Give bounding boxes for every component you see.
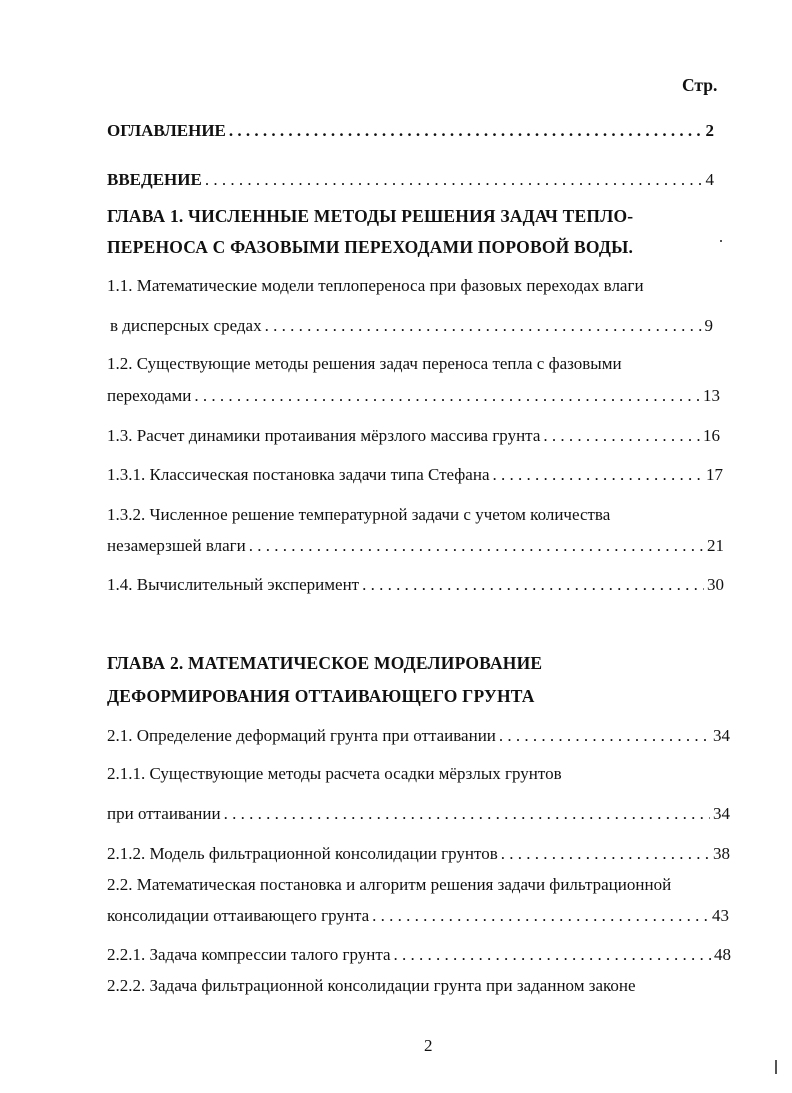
leader-dots bbox=[194, 385, 700, 407]
toc-entry-page: 4 bbox=[705, 170, 714, 189]
toc-entry-1-3-1[interactable] bbox=[107, 464, 723, 486]
toc-entry-title: ВВЕДЕНИЕ bbox=[107, 170, 202, 189]
toc-entry-page: 9 bbox=[704, 316, 713, 335]
chapter-2-heading-line-2: ДЕФОРМИРОВАНИЯ ОТТАИВАЮЩЕГО ГРУНТА bbox=[107, 686, 535, 706]
toc-entry-1-4[interactable] bbox=[107, 574, 724, 596]
toc-entry-1-1-line-1: 1.1. Математические модели теплопереноса при фазовых переходах влаги bbox=[107, 276, 644, 295]
toc-entry-title: 1.4. Вычислительный эксперимент bbox=[107, 575, 360, 594]
toc-entry-title: при оттаивании bbox=[107, 804, 221, 823]
toc-entry-title: 2.1. Определение деформаций грунта при оттаивании bbox=[107, 726, 496, 745]
toc-entry-2-1[interactable] bbox=[107, 725, 730, 747]
toc-entry-1-1[interactable] bbox=[110, 315, 713, 337]
leader-dots bbox=[205, 169, 703, 191]
toc-entry-page: 2 bbox=[705, 121, 714, 140]
toc-entry-page: 13 bbox=[703, 386, 720, 405]
chapter-1-heading-line-2: ПЕРЕНОСА С ФАЗОВЫМИ ПЕРЕХОДАМИ ПОРОВОЙ ВОДЫ. bbox=[107, 237, 634, 257]
toc-entry-1-2[interactable] bbox=[107, 385, 720, 407]
pages-column-label: Стр. bbox=[682, 75, 718, 95]
leader-dots bbox=[501, 843, 710, 865]
toc-entry-1-3-2-line-1: 1.3.2. Численное решение температурной задачи с учетом количества bbox=[107, 505, 611, 524]
toc-entry-2-2-line-1: 2.2. Математическая постановка и алгоритм решения задачи фильтрационной bbox=[107, 875, 672, 894]
toc-entry-title: переходами bbox=[107, 386, 192, 405]
leader-dots bbox=[224, 803, 710, 825]
toc-entry-2-1-1-line-1: 2.1.1. Существующие методы расчета осадки мёрзлых грунтов bbox=[107, 764, 562, 783]
toc-entry-title: 1.3.1. Классическая постановка задачи типа Стефана bbox=[107, 465, 490, 484]
toc-entry-title: консолидации оттаивающего грунта bbox=[107, 906, 370, 925]
toc-entry-page: 34 bbox=[713, 804, 730, 823]
leader-dots bbox=[499, 725, 710, 747]
toc-entry-page: 38 bbox=[713, 844, 730, 863]
toc-entry-2-2[interactable] bbox=[107, 905, 729, 927]
leader-dots bbox=[249, 535, 704, 557]
toc-entry-2-1-2[interactable] bbox=[107, 843, 730, 865]
toc-entry-page: 17 bbox=[706, 465, 723, 484]
leader-dots bbox=[493, 464, 704, 486]
toc-entry-page: 43 bbox=[712, 906, 729, 925]
toc-entry-contents[interactable] bbox=[107, 120, 714, 142]
toc-entry-1-3[interactable] bbox=[107, 425, 720, 447]
toc-entry-page: 30 bbox=[707, 575, 724, 594]
toc-entry-title: 2.1.2. Модель фильтрационной консолидации грунтов bbox=[107, 844, 498, 863]
toc-entry-page: 21 bbox=[707, 536, 724, 555]
scan-speck bbox=[775, 1060, 777, 1074]
toc-entry-1-3-2[interactable] bbox=[107, 535, 724, 557]
scan-speck bbox=[720, 240, 722, 242]
leader-dots bbox=[394, 944, 712, 966]
toc-entry-2-1-1[interactable] bbox=[107, 803, 730, 825]
page-number: 2 bbox=[424, 1036, 433, 1055]
leader-dots bbox=[372, 905, 709, 927]
toc-entry-page: 48 bbox=[714, 945, 731, 964]
toc-entry-2-2-1[interactable] bbox=[107, 944, 731, 966]
toc-entry-title: ОГЛАВЛЕНИЕ bbox=[107, 121, 226, 140]
toc-entry-page: 34 bbox=[713, 726, 730, 745]
toc-entry-title: 1.3. Расчет динамики протаивания мёрзлого массива грунта bbox=[107, 426, 541, 445]
toc-entry-page: 16 bbox=[703, 426, 720, 445]
toc-entry-title: 2.2.1. Задача компрессии талого грунта bbox=[107, 945, 391, 964]
chapter-1-heading-line-1: ГЛАВА 1. ЧИСЛЕННЫЕ МЕТОДЫ РЕШЕНИЯ ЗАДАЧ ТЕПЛО- bbox=[107, 206, 634, 226]
toc-entry-2-2-2-line-1: 2.2.2. Задача фильтрационной консолидации грунта при заданном законе bbox=[107, 976, 636, 995]
leader-dots bbox=[362, 574, 704, 596]
leader-dots bbox=[543, 425, 700, 447]
toc-entry-1-2-line-1: 1.2. Существующие методы решения задач переноса тепла с фазовыми bbox=[107, 354, 622, 373]
chapter-2-heading-line-1: ГЛАВА 2. МАТЕМАТИЧЕСКОЕ МОДЕЛИРОВАНИЕ bbox=[107, 653, 543, 673]
toc-entry-intro[interactable] bbox=[107, 169, 714, 191]
toc-entry-title: незамерзшей влаги bbox=[107, 536, 246, 555]
leader-dots bbox=[265, 315, 702, 337]
leader-dots bbox=[229, 120, 703, 142]
toc-entry-title: в дисперсных средах bbox=[110, 316, 262, 335]
